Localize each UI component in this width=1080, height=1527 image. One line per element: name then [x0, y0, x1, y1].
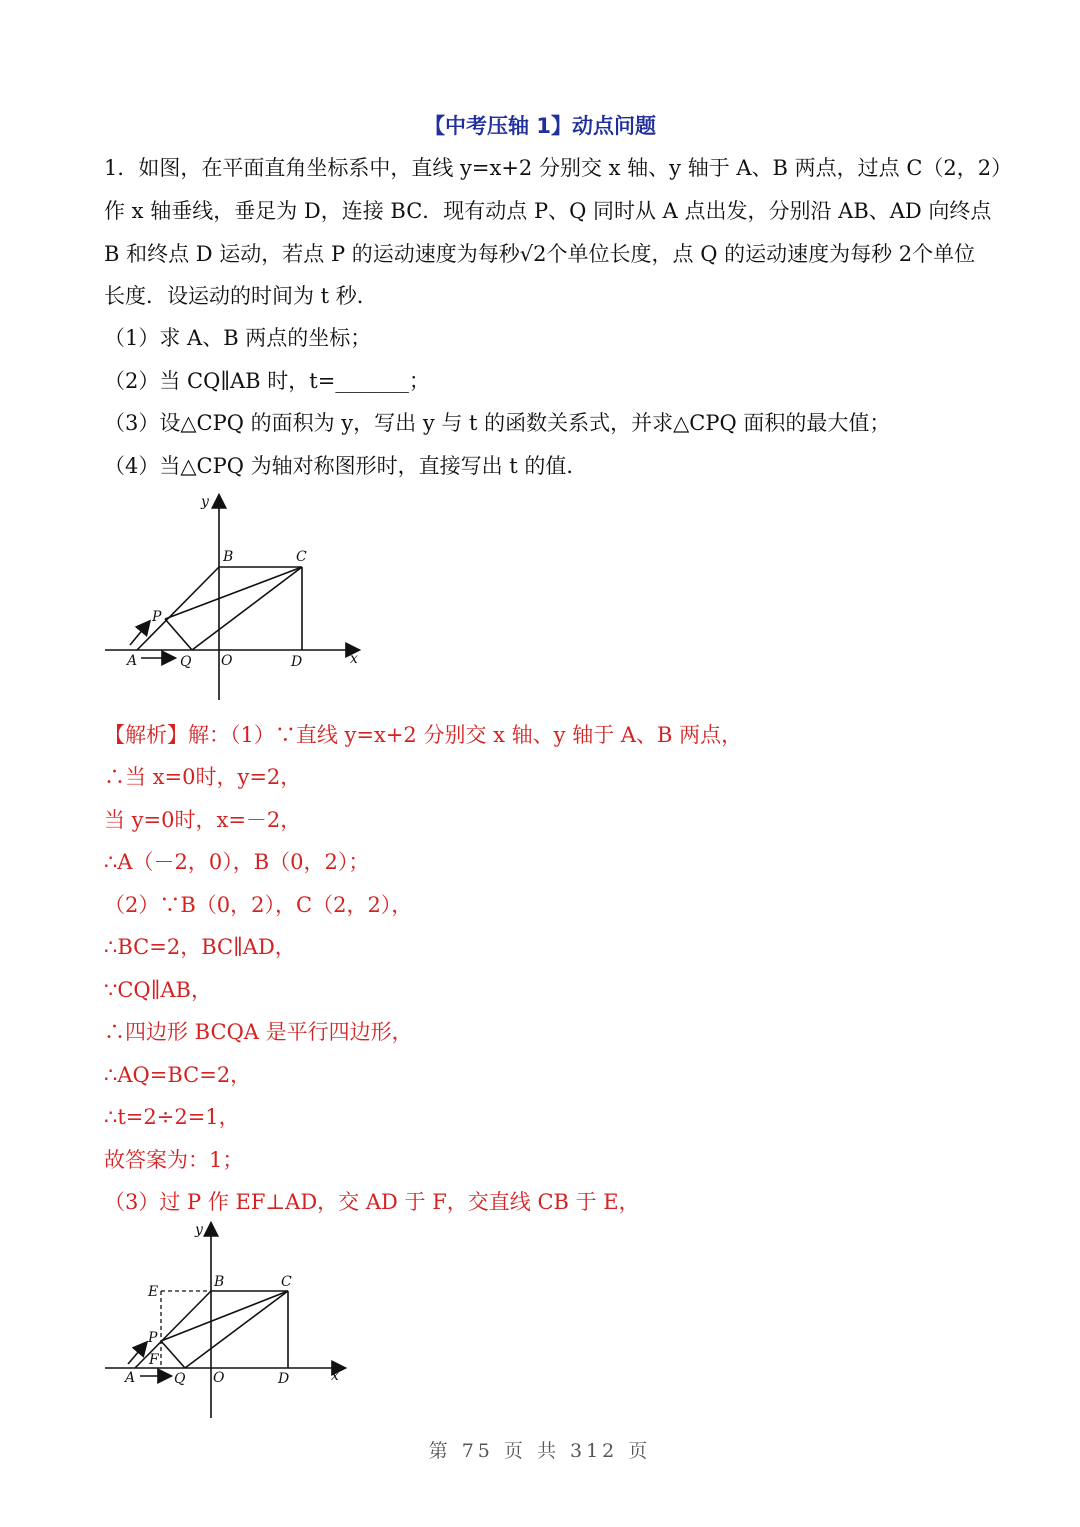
segment-pq [165, 619, 192, 650]
solution-line-6: ∴BC=2，BC∥AD， [104, 935, 296, 959]
segment-pq [161, 1341, 185, 1368]
problem-line-3: B 和终点 D 运动，若点 P 的运动速度为每秒√2个单位长度，点 Q 的运动速度为每秒 2个单位 [104, 242, 976, 266]
problem-line-4: 长度．设运动的时间为 t 秒． [104, 284, 378, 308]
label-c: C [281, 1274, 292, 1290]
segment-cp [165, 567, 302, 619]
figure-1 [100, 488, 370, 708]
segment-cp [161, 1291, 288, 1341]
arrow-p [128, 1343, 146, 1364]
question-4: （4）当△CPQ 为轴对称图形时，直接写出 t 的值． [104, 454, 588, 478]
solution-line-3: 当 y=0时，x=－2， [104, 808, 302, 832]
label-q: Q [180, 654, 192, 670]
label-o: O [221, 653, 233, 669]
label-p: P [148, 1330, 158, 1346]
label-e: E [148, 1284, 159, 1300]
label-d: D [278, 1371, 290, 1387]
figure-2 [100, 1218, 360, 1423]
question-3: （3）设△CPQ 的面积为 y，写出 y 与 t 的函数关系式，并求△CPQ 面积的最大值； [104, 411, 891, 435]
label-b: B [214, 1274, 225, 1290]
solution-line-11: 故答案为：1； [104, 1148, 244, 1172]
solution-line-9: ∴AQ=BC=2， [104, 1063, 252, 1087]
label-x: x [350, 651, 358, 667]
question-2: （2）当 CQ∥AB 时，t=_______； [104, 369, 430, 393]
solution-line-12: （3）过 P 作 EF⊥AD，交 AD 于 F，交直线 CB 于 E， [104, 1190, 640, 1214]
solution-line-1: 【解析】解：（1）∵直线 y=x+2 分别交 x 轴、y 轴于 A、B 两点， [104, 723, 743, 747]
label-y: y [201, 494, 209, 510]
label-d: D [291, 654, 303, 670]
solution-line-4: ∴A（－2，0），B（0，2）； [104, 850, 370, 874]
label-q: Q [174, 1371, 186, 1387]
label-a: A [127, 653, 138, 669]
solution-line-7: ∵CQ∥AB， [104, 978, 212, 1002]
page-title: 【中考压轴 1】动点问题 [424, 114, 656, 138]
label-a: A [125, 1370, 136, 1386]
label-f: F [149, 1352, 159, 1368]
solution-line-5: （2）∵B（0，2），C（2，2）， [104, 893, 413, 917]
problem-line-2: 作 x 轴垂线，垂足为 D，连接 BC．现有动点 P、Q 同时从 A 点出发，分别沿 AB、AD 向终点 [104, 199, 992, 223]
label-p: P [152, 609, 162, 625]
page-footer: 第 75 页 共 312 页 [428, 1440, 652, 1462]
segment-ab [137, 567, 219, 650]
label-y: y [195, 1222, 203, 1238]
segment-cq [192, 567, 302, 650]
problem-line-1: 1．如图，在平面直角坐标系中，直线 y=x+2 分别交 x 轴、y 轴于 A、B 两点，过点 C（2，2） [104, 156, 1013, 180]
solution-line-10: ∴t=2÷2=1， [104, 1105, 240, 1129]
solution-line-8: ∴四边形 BCQA 是平行四边形， [104, 1020, 413, 1044]
label-c: C [296, 549, 307, 565]
label-o: O [213, 1370, 225, 1386]
label-b: B [223, 549, 234, 565]
question-1: （1）求 A、B 两点的坐标； [104, 326, 372, 350]
solution-line-2: ∴当 x=0时，y=2， [104, 765, 302, 789]
label-x: x [331, 1368, 339, 1384]
